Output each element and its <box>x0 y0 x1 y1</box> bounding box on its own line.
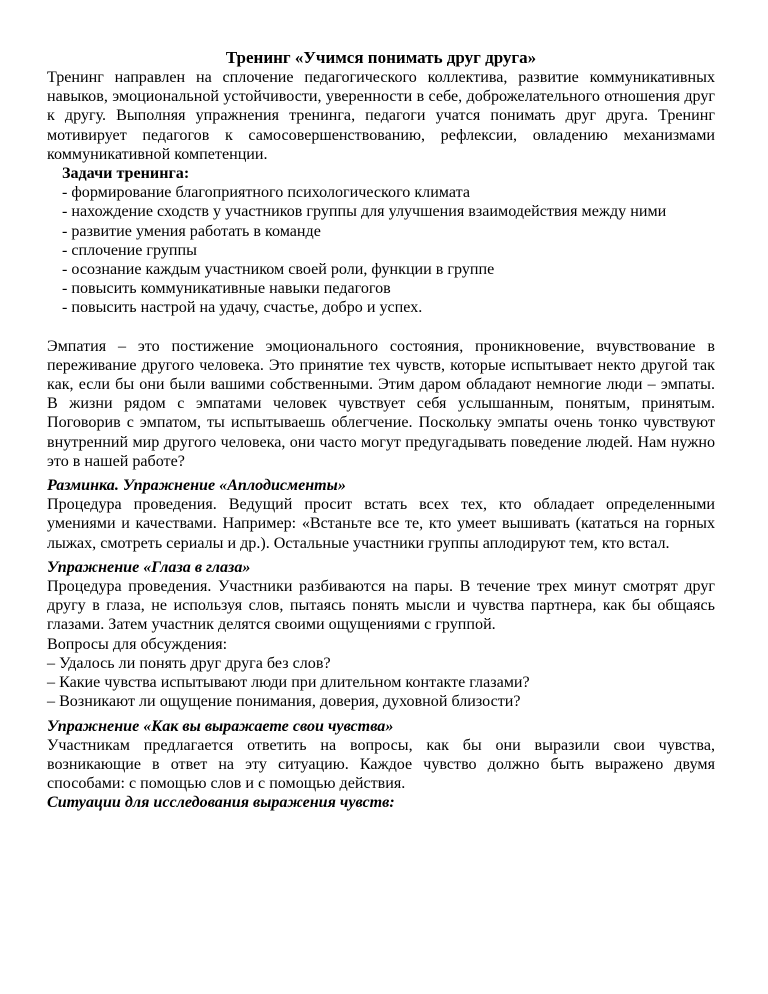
task-item: - повысить коммуникативные навыки педагогов <box>62 280 391 298</box>
exercise-heading-eyes: Упражнение «Глаза в глаза» <box>47 558 251 576</box>
task-item: - нахождение сходств у участников группы для улучшения взаимодействия между ними <box>62 203 667 221</box>
exercise-heading-feelings: Упражнение «Как вы выражаете свои чувства» <box>47 717 394 735</box>
questions-label: Вопросы для обсуждения: <box>47 635 228 653</box>
tasks-list <box>47 183 715 317</box>
question-item: – Удалось ли понять друг друга без слов? <box>47 654 331 672</box>
task-item: - развитие умения работать в команде <box>62 222 321 240</box>
question-item: – Возникают ли ощущение понимания, доверия, духовной близости? <box>47 693 521 711</box>
intro-paragraph: Тренинг направлен на сплочение педагогического коллектива, развитие коммуникативных навыков, эмоциональной устойчивости, уверенности в себе, доброжелательного отношения друг к другу. Выполняя упражнения тренинга, педагоги учатся понимать друг друга. Тренинг мотивирует педагогов к самосовершенствованию, рефлексии, овладению механизмами коммуникативной компетенции. <box>47 69 715 163</box>
task-item: - повысить настрой на удачу, счастье, добро и успех. <box>62 299 423 317</box>
question-item: – Какие чувства испытывают люди при длительном контакте глазами? <box>47 674 530 692</box>
document-page <box>47 48 715 813</box>
document-title: Тренинг «Учимся понимать друг друга» <box>225 48 537 67</box>
exercise-text-feelings: Участникам предлагается ответить на вопросы, как бы они выразили свои чувства, возникающие в ответ на эту ситуацию. Каждое чувство должно быть выражено двумя способами: с помощью слов и с помощью действия. <box>47 736 715 793</box>
task-item: - сплочение группы <box>62 241 197 259</box>
task-item: - формирование благоприятного психологического климата <box>62 184 470 202</box>
exercise-text-eyes: Процедура проведения. Участники разбиваются на пары. В течение трех минут смотрят друг другу в глаза, не используя слов, пытаясь понять мысли и чувства партнера, как бы общаясь глазами. Затем участник делятся своими ощущениями с группой. <box>47 578 715 634</box>
situations-heading: Ситуации для исследования выражения чувств: <box>47 794 395 812</box>
task-item: - осознание каждым участником своей роли, функции в группе <box>62 261 495 279</box>
empathy-paragraph: Эмпатия – это постижение эмоционального состояния, проникновение, вчувствование в переживание другого человека. Это принятие тех чувств, которые испытывает некто другой так как, если бы они были вашими собственными. Этим даром обладают немногие люди – эмпаты. В жизни рядом с эмпатами человек чувствует себя услышанным, понятым, принятым. Поговорив с эмпатом, ты испытываешь облегчение. Поскольку эмпаты очень тонко чувствуют внутренний мир другого человека, они часто могут предугадывать поведение людей. Нам нужно это в нашей работе? <box>47 337 715 470</box>
tasks-heading: Задачи тренинга: <box>62 165 190 183</box>
paragraph-spacer <box>47 318 715 337</box>
exercise-heading-applause: Разминка. Упражнение «Аплодисменты» <box>47 477 346 495</box>
exercise-text-applause: Процедура проведения. Ведущий просит встать всех тех, кто обладает определенными умениями и качествами. Например: «Встаньте все те, кто умеет вышивать (кататься на горных лыжах, смотреть сериалы и др.). Остальные участники группы аплодируют тем, кто встал. <box>47 496 715 552</box>
